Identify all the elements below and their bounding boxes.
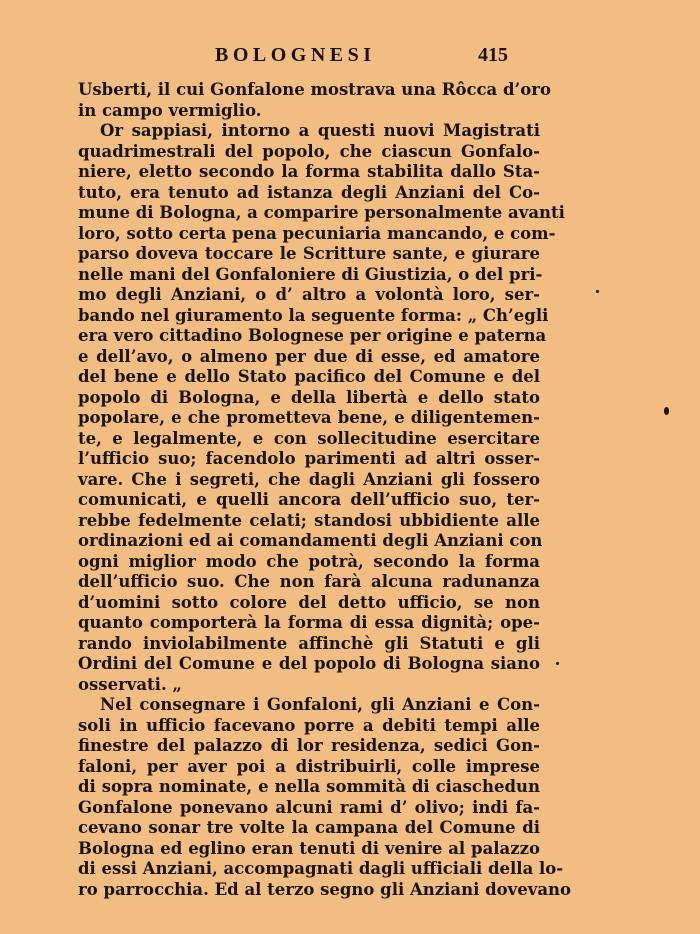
text-line: Gonfalone ponevano alcuni rami d’ olivo; indi fa- bbox=[78, 797, 540, 817]
text-line: popolo di Bologna, e della libertà e dello stato bbox=[78, 387, 540, 407]
ink-speck bbox=[556, 662, 559, 665]
text-line: rebbe fedelmente celati; standosi ubbidiente alle bbox=[78, 510, 540, 530]
text-line: cevano sonar tre volte la campana del Comune di bbox=[78, 818, 540, 837]
text-line: vare. Che i segreti, che dagli Anziani gli fossero bbox=[78, 469, 540, 489]
paragraph-start-line: Or sappiasi, intorno a questi nuovi Magistrati bbox=[100, 121, 540, 140]
text-line: quanto comporterà la forma di essa dignità; ope- bbox=[78, 613, 540, 632]
text-line: tuto, era tenuto ad istanza degli Anziani del Co- bbox=[78, 182, 540, 202]
text-line: era vero cittadino Bolognese per origine e paterna bbox=[78, 326, 547, 345]
text-line: loro, sotto certa pena pecuniaria mancando, e com- bbox=[78, 223, 556, 243]
text-line: comunicati, e quelli ancora dell’ufficio suo, ter- bbox=[78, 490, 540, 509]
text-line: te, e legalmente, e con sollecitudine esercitare bbox=[78, 428, 540, 448]
text-line: finestre del palazzo di lor residenza, sedici Gon- bbox=[78, 736, 540, 755]
running-title: BOLOGNESI bbox=[215, 44, 376, 66]
text-line: Ordini del Comune e del popolo di Bologna siano bbox=[78, 654, 540, 673]
text-line: nelle mani del Gonfaloniere di Giustizia, o del pri- bbox=[78, 264, 543, 284]
page-header bbox=[0, 44, 700, 68]
text-line: ordinazioni ed ai comandamenti degli Anziani con bbox=[78, 531, 543, 550]
text-line: soli in ufficio facevano porre a debiti tempi alle bbox=[78, 715, 540, 735]
text-line: rando inviolabilmente affinchè gli Statuti e gli bbox=[78, 633, 540, 653]
paragraph-start-line: Nel consegnare i Gonfaloni, gli Anziani e Con- bbox=[100, 695, 540, 714]
text-line: mune di Bologna, a comparire personalmente avanti bbox=[78, 203, 565, 222]
text-line: ogni miglior modo che potrà, secondo la forma bbox=[78, 551, 540, 571]
text-line: popolare, e che prometteva bene, e diligentemen- bbox=[78, 408, 540, 427]
ink-speck bbox=[596, 290, 599, 293]
text-line: l’ufficio suo; facendolo parimenti ad altri osser- bbox=[78, 449, 540, 468]
text-line: d’uomini sotto colore del detto ufficio, se non bbox=[78, 592, 540, 612]
text-line: di sopra nominate, e nella sommità di ciaschedun bbox=[78, 777, 540, 796]
text-line: mo degli Anziani, o d’ altro a volontà loro, ser- bbox=[78, 285, 540, 304]
text-line: del bene e dello Stato pacifico del Comune e del bbox=[78, 367, 540, 386]
text-line: osservati. „ bbox=[78, 674, 182, 694]
text-line: e dell’avo, o almeno per due di esse, ed amatore bbox=[78, 346, 540, 366]
text-line: faloni, per aver poi a distribuirli, colle imprese bbox=[78, 756, 540, 776]
text-line: ro parrocchia. Ed al terzo segno gli Anziani dovevano bbox=[78, 879, 572, 899]
text-line: parso doveva toccare le Scritture sante, e giurare bbox=[78, 244, 540, 263]
body-text bbox=[78, 80, 572, 900]
text-line: quadrimestrali del popolo, che ciascun Gonfalo- bbox=[78, 141, 540, 161]
text-line: Bologna ed eglino eran tenuti di venire al palazzo bbox=[78, 838, 540, 858]
text-line: niere, eletto secondo la forma stabilita dallo Sta- bbox=[78, 162, 540, 181]
text-line: bando nel giuramento la seguente forma: „ Ch’egli bbox=[78, 305, 549, 325]
text-line: in campo vermiglio. bbox=[78, 100, 262, 120]
text-line: dell’ufficio suo. Che non farà alcuna radunanza bbox=[78, 572, 540, 591]
ink-speck bbox=[664, 407, 669, 415]
page-number: 415 bbox=[478, 44, 508, 66]
text-line: Usberti, il cui Gonfalone mostrava una Rôcca d’oro bbox=[78, 80, 551, 99]
text-line: di essi Anziani, accompagnati dagli ufficiali della lo- bbox=[78, 859, 564, 878]
